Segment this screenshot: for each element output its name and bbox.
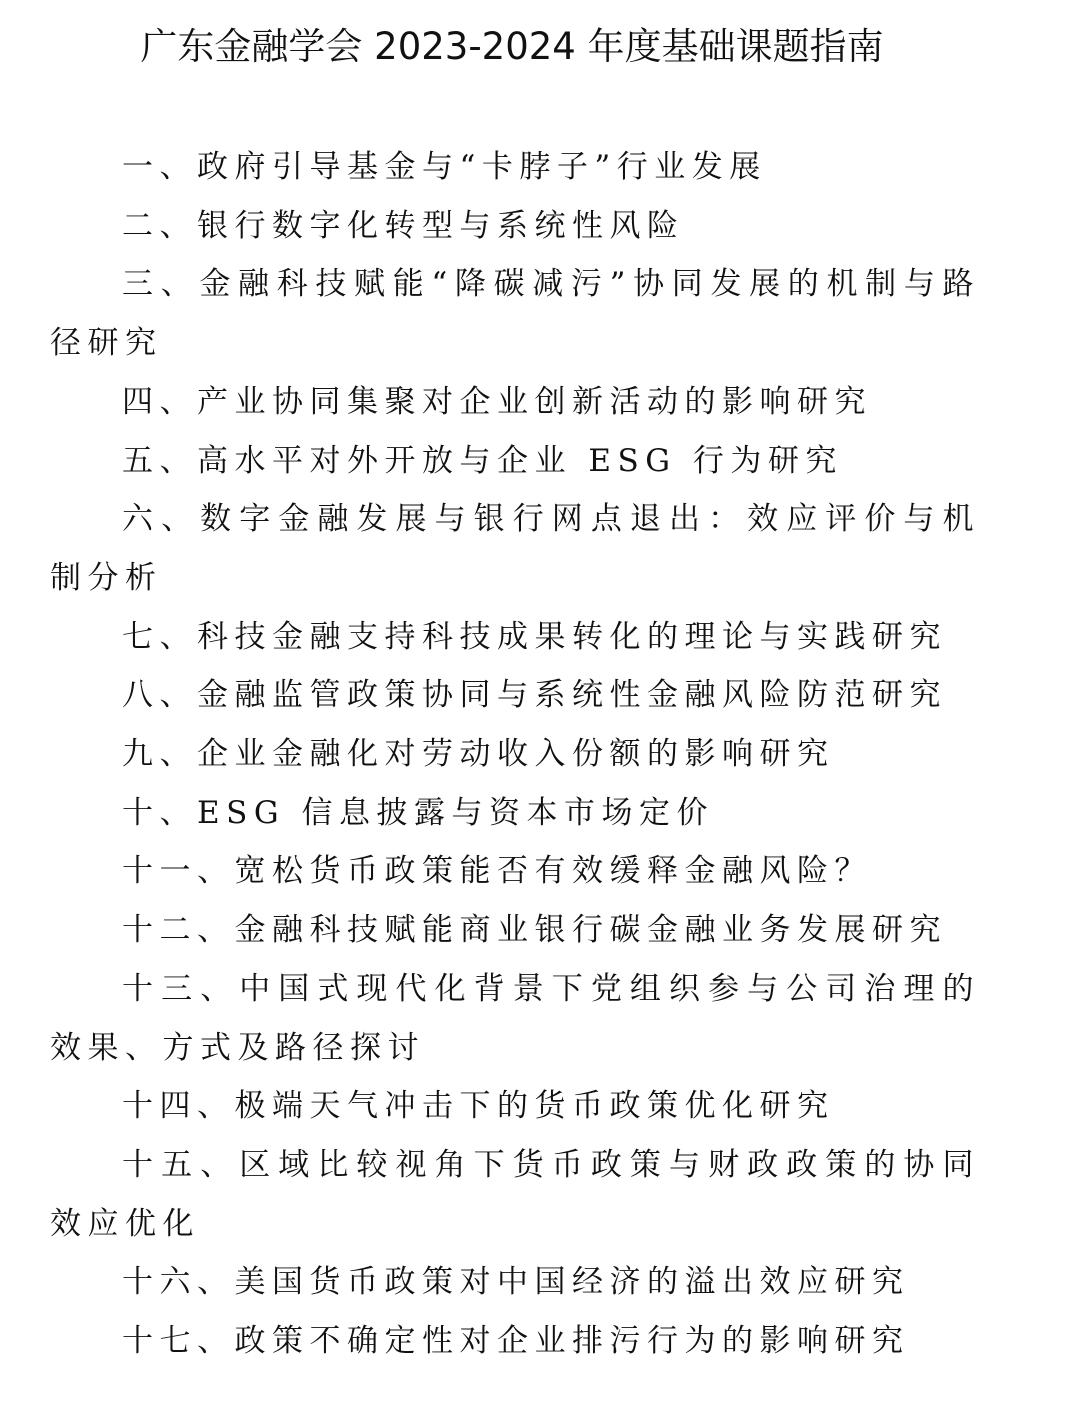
topic-item-15: 十五、区域比较视角下货币政策与财政政策的协同效应优化 (50, 1146, 980, 1242)
topic-item-2: 二、银行数字化转型与系统性风险 (122, 207, 685, 244)
topic-item-3: 三、金融科技赋能“降碳减污”协同发展的机制与路径研究 (50, 266, 980, 362)
document-title: 广东金融学会 2023-2024 年度基础课题指南 (140, 25, 884, 68)
topic-item-6: 六、数字金融发展与银行网点退出：效应评价与机制分析 (50, 501, 980, 596)
topic-item-11: 十一、宽松货币政策能否有效缓释金融风险？ (122, 853, 872, 890)
topic-item-7: 七、科技金融支持科技成果转化的理论与实践研究 (122, 618, 947, 655)
topic-item-10: 十、ESG 信息披露与资本市场定价 (122, 794, 714, 831)
topic-item-8: 八、金融监管政策协同与系统性金融风险防范研究 (122, 677, 947, 714)
topic-item-14: 十四、极端天气冲击下的货币政策优化研究 (122, 1088, 835, 1125)
topic-item-12: 十二、金融科技赋能商业银行碳金融业务发展研究 (122, 912, 947, 949)
topic-item-13: 十三、中国式现代化背景下党组织参与公司治理的效果、方式及路径探讨 (50, 970, 980, 1066)
topic-item-16: 十六、美国货币政策对中国经济的溢出效应研究 (122, 1264, 910, 1301)
topic-list (50, 138, 980, 1371)
topic-item-4: 四、产业协同集聚对企业创新活动的影响研究 (122, 383, 872, 420)
topic-item-17: 十七、政策不确定性对企业排污行为的影响研究 (122, 1323, 910, 1360)
topic-item-1: 一、政府引导基金与“卡脖子”行业发展 (122, 149, 767, 185)
topic-item-5: 五、高水平对外开放与企业 ESG 行为研究 (122, 442, 843, 479)
topic-item-9: 九、企业金融化对劳动收入份额的影响研究 (122, 736, 835, 773)
